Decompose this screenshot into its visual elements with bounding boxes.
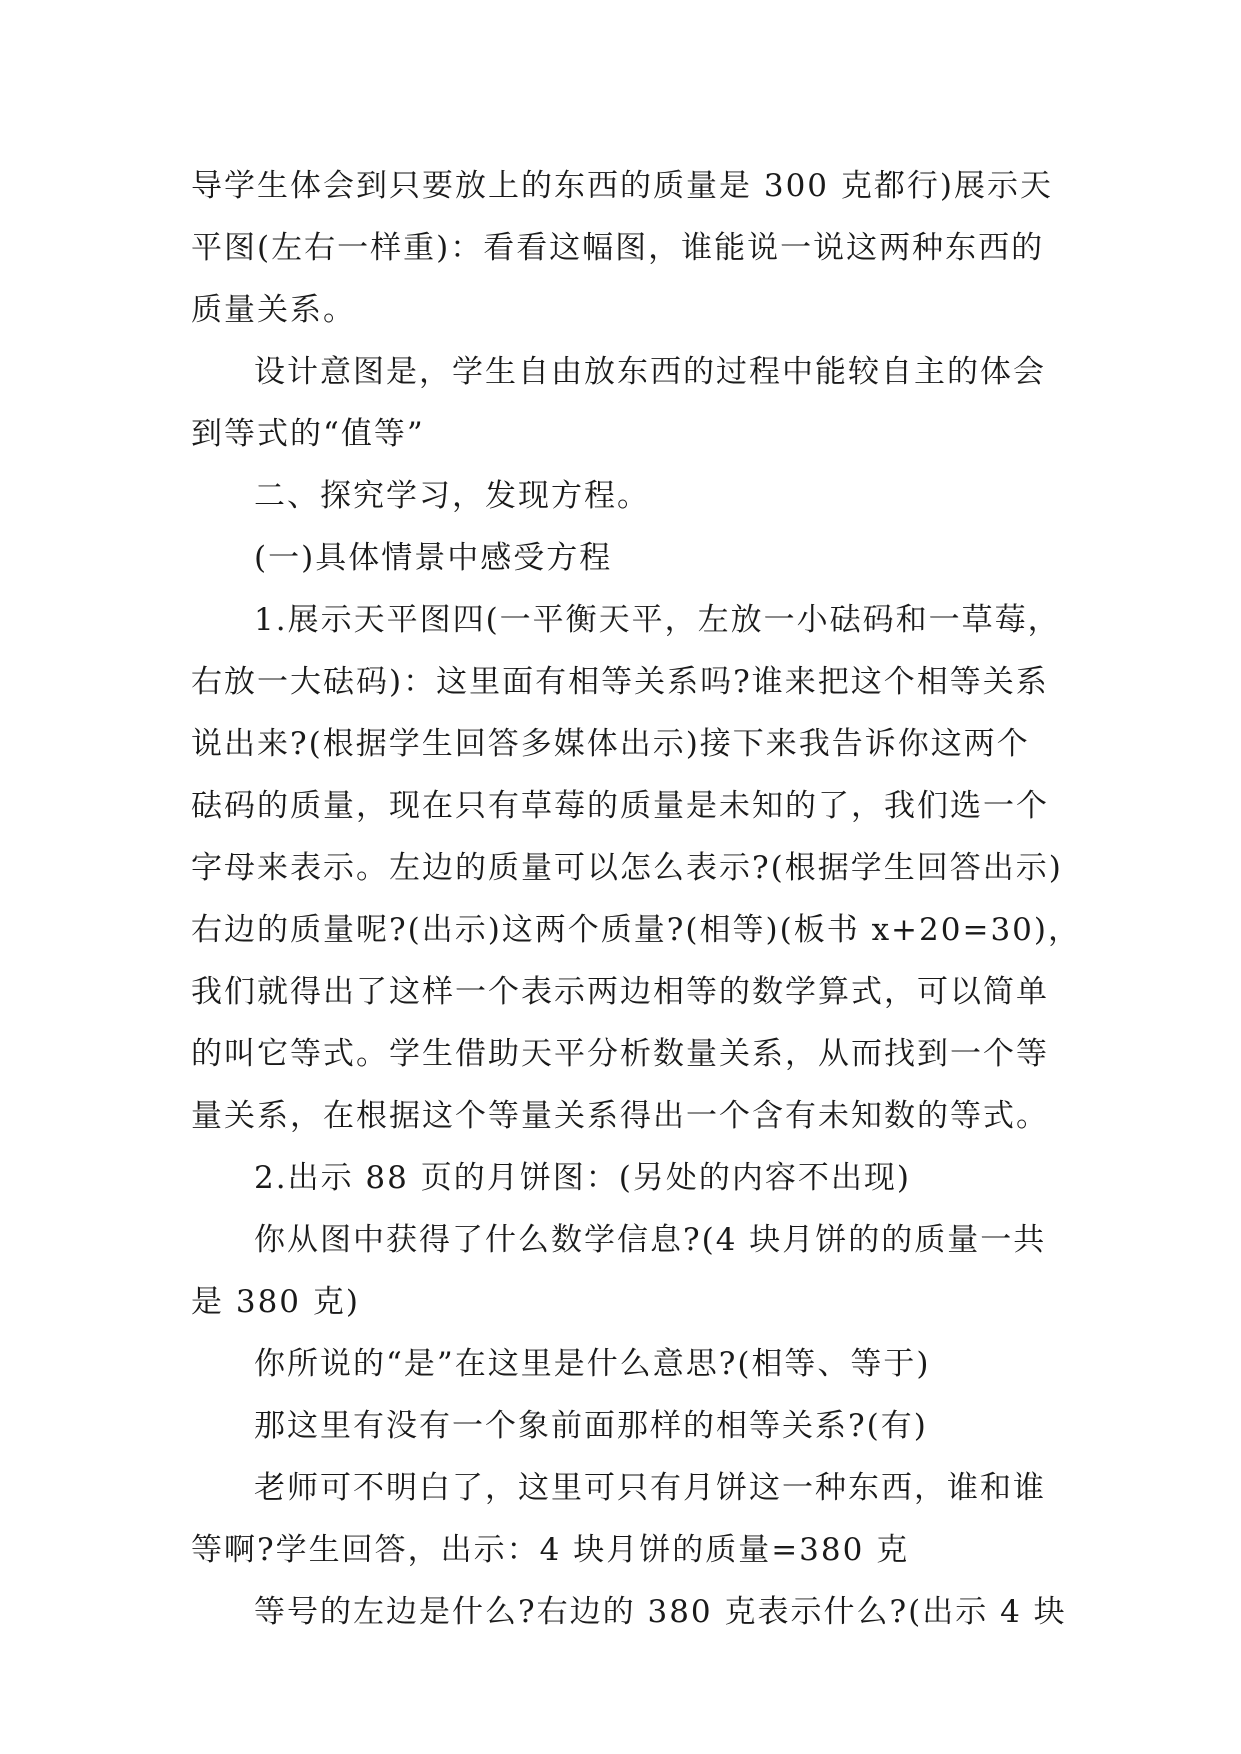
paragraph-start: 你所说的“是”在这里是什么意思?(相等、等于) bbox=[254, 1346, 931, 1382]
paragraph-start: 那这里有没有一个象前面那样的相等关系?(有) bbox=[254, 1408, 928, 1444]
text-line: 我们就得出了这样一个表示两边相等的数学算式，可以简单 bbox=[191, 974, 1049, 1010]
text-line: 平图(左右一样重)：看看这幅图，谁能说一说这两种东西的 bbox=[191, 230, 1045, 266]
text-line: 导学生体会到只要放上的东西的质量是 300 克都行)展示天 bbox=[191, 168, 1053, 204]
text-line: 的叫它等式。学生借助天平分析数量关系，从而找到一个等 bbox=[191, 1036, 1049, 1072]
paragraph-start: 等号的左边是什么?右边的 380 克表示什么?(出示 4 块 bbox=[254, 1594, 1067, 1630]
section-heading: 二、探究学习，发现方程。 bbox=[254, 478, 650, 514]
text-line: 说出来?(根据学生回答多媒体出示)接下来我告诉你这两个 bbox=[191, 726, 1030, 762]
text-line: 到等式的“值等” bbox=[191, 416, 425, 452]
paragraph-start: 你从图中获得了什么数学信息?(4 块月饼的的质量一共 bbox=[254, 1222, 1047, 1258]
text-line: 质量关系。 bbox=[191, 292, 356, 328]
paragraph-start: 2.出示 88 页的月饼图：(另处的内容不出现) bbox=[254, 1160, 911, 1196]
text-line: 右边的质量呢?(出示)这两个质量?(相等)(板书 x+20=30)， bbox=[191, 912, 1081, 948]
text-line: 等啊?学生回答，出示：4 块月饼的质量=380 克 bbox=[191, 1532, 910, 1568]
text-line: 右放一大砝码)：这里面有相等关系吗?谁来把这个相等关系 bbox=[191, 664, 1049, 700]
text-line: 量关系，在根据这个等量关系得出一个含有未知数的等式。 bbox=[191, 1098, 1049, 1134]
text-line: 是 380 克) bbox=[191, 1284, 360, 1320]
text-line: 砝码的质量，现在只有草莓的质量是未知的了，我们选一个 bbox=[191, 788, 1049, 824]
paragraph-start: 1.展示天平图四(一平衡天平，左放一小砝码和一草莓， bbox=[254, 602, 1061, 638]
paragraph-start: 老师可不明白了，这里可只有月饼这一种东西，谁和谁 bbox=[254, 1470, 1046, 1506]
text-line: 字母来表示。左边的质量可以怎么表示?(根据学生回答出示) bbox=[191, 850, 1063, 886]
subsection-heading: (一)具体情景中感受方程 bbox=[254, 540, 613, 576]
paragraph-start: 设计意图是，学生自由放东西的过程中能较自主的体会 bbox=[254, 354, 1046, 390]
